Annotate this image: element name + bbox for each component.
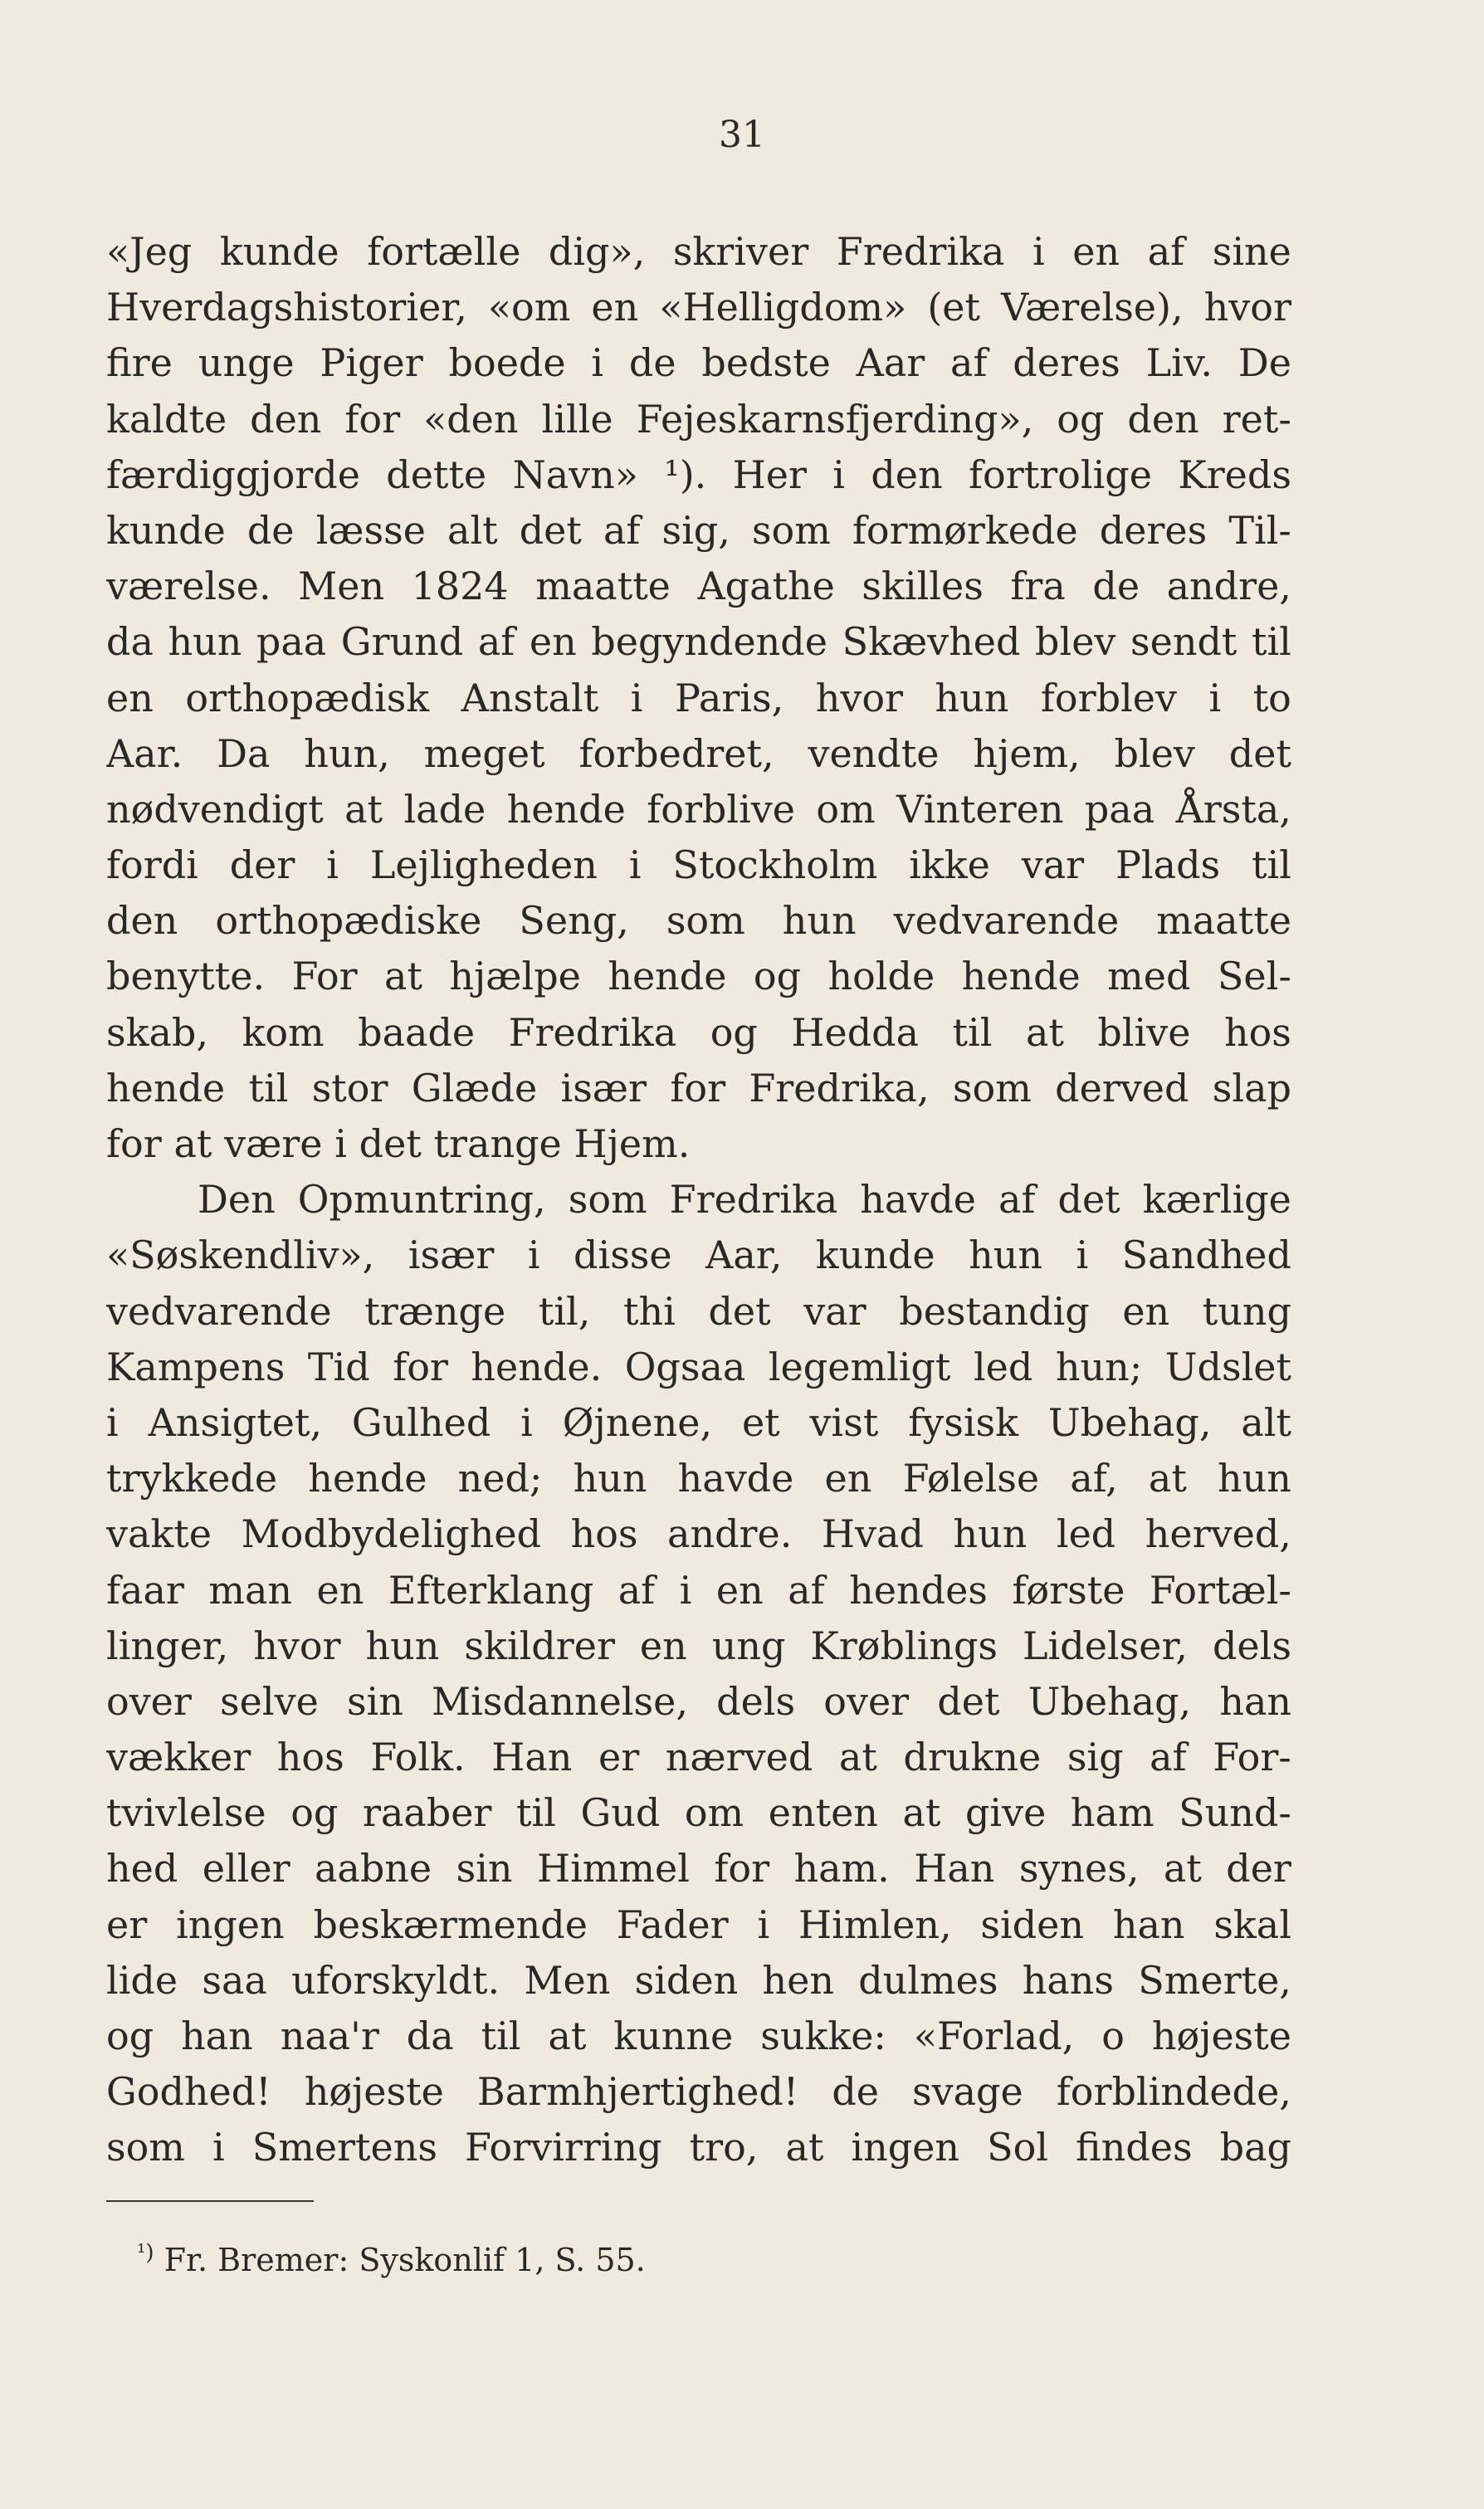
- text-line: Aar. Da hun, meget forbedret, vendte hjem, blev det: [106, 730, 1291, 776]
- text-line: i Ansigtet, Gulhed i Øjnene, et vist fysisk Ubehag, alt: [106, 1399, 1291, 1445]
- text-line: Godhed! højeste Barmhjertighed! de svage forblindede,: [106, 2069, 1291, 2115]
- footnote-divider: [106, 2200, 314, 2202]
- text-line: skab, kom baade Fredrika og Hedda til at blive hos: [106, 1009, 1291, 1055]
- text-line: vækker hos Folk. Han er nærved at drukne sig af For-: [106, 1735, 1291, 1780]
- text-line: benytte. For at hjælpe hende og holde hende med Sel-: [106, 954, 1291, 999]
- text-line: hed eller aabne sin Himmel for ham. Han synes, at der: [106, 1846, 1291, 1892]
- text-line: en orthopædisk Anstalt i Paris, hvor hun forblev i to: [106, 675, 1291, 720]
- text-line: trykkede hende ned; hun havde en Følelse af, at hun: [106, 1456, 1291, 1501]
- text-line: over selve sin Misdannelse, dels over det Ubehag, han: [106, 1678, 1291, 1724]
- text-line: Hverdagshistorier, «om en «Helligdom» (et Værelse), hvor: [106, 285, 1291, 330]
- text-line: linger, hvor hun skildrer en ung Krøblings Lidelser, dels: [106, 1623, 1291, 1668]
- text-line: Kampens Tid for hende. Ogsaa legemligt led hun; Udslet: [106, 1344, 1291, 1389]
- text-line: den orthopædiske Seng, som hun vedvarende maatte: [106, 898, 1291, 944]
- footnote: [137, 2239, 646, 2281]
- text-line: hende til stor Glæde især for Fredrika, som derved slap: [106, 1065, 1291, 1111]
- text-line: «Jeg kunde fortælle dig», skriver Fredrika i en af sine: [106, 229, 1291, 274]
- text-line: færdiggjorde dette Navn» ¹). Her i den fortrolige Kreds: [106, 452, 1291, 497]
- text-line: Den Opmuntring, som Fredrika havde af det kærlige: [198, 1177, 1291, 1223]
- text-line: faar man en Efterklang af i en af hendes første Fortæl-: [106, 1567, 1291, 1613]
- text-line: fordi der i Lejligheden i Stockholm ikke var Plads til: [106, 842, 1291, 888]
- text-line: vakte Modbydelighed hos andre. Hvad hun led herved,: [106, 1511, 1291, 1557]
- text-line: som i Smertens Forvirring tro, at ingen Sol findes bag: [106, 2125, 1291, 2170]
- body-text: [106, 224, 1291, 2176]
- footnote-text: Fr. Bremer: Syskonlif 1, S. 55.: [164, 2242, 646, 2278]
- text-line: kunde de læsse alt det af sig, som formørkede deres Til-: [106, 507, 1291, 553]
- text-line: er ingen beskærmende Fader i Himlen, siden han skal: [106, 1901, 1291, 1947]
- footnote-marker: ¹): [137, 2240, 154, 2266]
- text-line: tvivlelse og raaber til Gud om enten at give ham Sund-: [106, 1790, 1291, 1836]
- text-line: vedvarende trænge til, thi det var bestandig en tung: [106, 1288, 1291, 1334]
- text-line: kaldte den for «den lille Fejeskarnsfjerding», og den ret-: [106, 396, 1291, 442]
- text-line: og han naa'r da til at kunne sukke: «Forlad, o højeste: [106, 2014, 1291, 2058]
- text-line: for at være i det trange Hjem.: [106, 1121, 691, 1166]
- text-line: nødvendigt at lade hende forblive om Vinteren paa Årsta,: [106, 786, 1291, 832]
- text-line: «Søskendliv», især i disse Aar, kunde hun i Sandhed: [106, 1233, 1291, 1278]
- text-line: fire unge Piger boede i de bedste Aar af deres Liv. De: [106, 340, 1291, 386]
- text-line: lide saa uforskyldt. Men siden hen dulmes hans Smerte,: [106, 1957, 1291, 2003]
- text-line: værelse. Men 1824 maatte Agathe skilles fra de andre,: [106, 564, 1291, 609]
- text-line: da hun paa Grund af en begyndende Skævhed blev sendt til: [106, 619, 1291, 665]
- page-number: 31: [719, 114, 765, 156]
